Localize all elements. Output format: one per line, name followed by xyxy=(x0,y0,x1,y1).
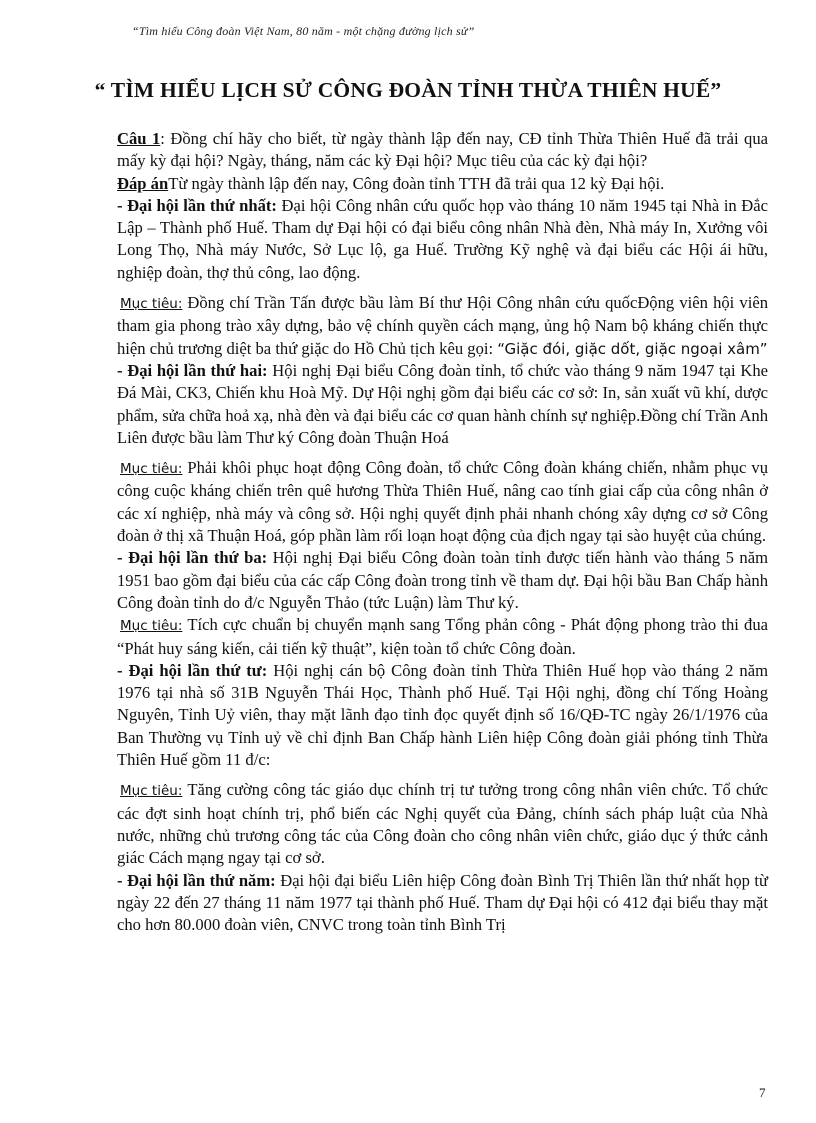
objective-label: Mục tiêu: xyxy=(120,783,183,800)
answer-text: Từ ngày thành lập đến nay, Công đoàn tỉnh TTH đã trải qua 12 kỳ Đại hội. xyxy=(168,173,665,193)
congress-label: - Đại hội lần thứ năm: xyxy=(117,870,276,890)
congress-text: Hội nghị Đại biểu Công đoàn tỉnh, tổ chức vào tháng 9 năm 1947 tại Khe Đá Mài, CK3, Chiến khu Hoà Mỹ. Dự Hội nghị gồm đại biểu các cơ sở: In, sản xuất vũ khí, dược phẩm, sửa chữa hoả xạ, nhà đèn và đại biểu các cơ quan hành chính sự nghiệp.Đồng chí Trần Anh Liên được bầu làm Thư ký Công đoàn Thuận Hoá xyxy=(117,360,768,447)
question-label: Câu 1 xyxy=(117,129,161,148)
question-paragraph xyxy=(117,128,768,173)
congress-label: - Đại hội lần thứ hai: xyxy=(117,360,268,380)
objective-paragraph xyxy=(117,457,768,547)
objective-text: Đồng chí Trần Tấn được bầu làm Bí thư Hội Công nhân cứu quốcĐộng viên hội viên tham gia phong trào xây dựng, bảo vệ chính quyền cách mạng, ủng hộ Nam bộ kháng chiến thực hiện chủ trương diệt ba thứ giặc do Hồ Chủ tịch kêu gọi: xyxy=(117,293,768,358)
objective-text: Tăng cường công tác giáo dục chính trị tư tưởng trong công nhân viên chức. Tổ chức các đợt sinh hoạt chính trị, phổ biến các Nghị quyết của Đảng, chính sách pháp luật của Nhà nước, những chủ trương công tác của Công đoàn cho công nhân viên chức, giáo dục ý thức cảnh giác Cách mạng ngay tại cơ sở. xyxy=(117,780,768,868)
congress-paragraph xyxy=(117,547,768,614)
congress-text: Đại hội Công nhân cứu quốc họp vào tháng 10 năm 1945 tại Nhà in Đắc Lập – Thành phố Huế. Tham dự Đại hội có đại biểu công nhân Nhà đèn, Nhà máy In, Xưởng vôi Long Thọ, Nhà máy Nước, Sở Lục lộ, ga Huế. Trường Kỹ nghệ và đại biểu các Hội ái hữu, nghiệp đoàn, thợ thủ công, lao động. xyxy=(117,195,768,282)
objective-label: Mục tiêu: xyxy=(120,461,183,478)
page-number: 7 xyxy=(759,1085,766,1100)
congress-paragraph xyxy=(117,660,768,771)
objective-paragraph xyxy=(117,292,768,360)
answer-paragraph xyxy=(117,173,768,195)
congress-text: Đại hội đại biểu Liên hiệp Công đoàn Bình Trị Thiên lần thứ nhất họp từ ngày 22 đến 27 tháng 11 năm 1977 tại thành phố Huế. Tham dự Đại hội có 412 đại biểu thay mặt cho hơn 80.000 đoàn viên, CNVC trong toàn tỉnh Bình Trị xyxy=(117,870,768,935)
objective-label: Mục tiêu: xyxy=(120,296,183,313)
congress-label: - Đại hội lần thứ nhất: xyxy=(117,195,277,215)
objective-text: Tích cực chuẩn bị chuyển mạnh sang Tổng phản công - Phát động phong trào thi đua “Phát huy sáng kiến, cải tiến kỹ thuật”, kiện toàn tổ chức Công đoàn. xyxy=(117,615,768,658)
objective-label: Mục tiêu: xyxy=(120,618,183,635)
objective-quote: “Giặc đói, giặc dốt, giặc ngoại xâm” xyxy=(497,339,768,358)
congress-label: - Đại hội lần thứ tư: xyxy=(117,660,268,680)
congress-paragraph xyxy=(117,360,768,449)
objective-paragraph xyxy=(117,614,768,660)
congress-text: Hội nghị cán bộ Công đoàn tỉnh Thừa Thiên Huế họp vào tháng 2 năm 1976 tại nhà số 31B Nguyễn Thái Học, Thành phố Huế. Tại Hội nghị, đồng chí Tống Hoàng Nguyên, Tỉnh Uỷ viên, thay mặt lãnh đạo tỉnh đọc quyết định số 16/QĐ-TC ngày 26/1/1976 của Ban Thường vụ Tỉnh uỷ về chỉ định Ban Chấp hành Liên hiệp Công đoàn giải phóng tỉnh Thừa Thiên Huế gồm 11 đ/c: xyxy=(117,660,768,770)
running-header: “Tìm hiểu Công đoàn Việt Nam, 80 năm - một chặng đường lịch sử” xyxy=(132,24,475,38)
congress-paragraph xyxy=(117,195,768,284)
answer-label: Đáp án xyxy=(117,173,169,193)
page-title: “ TÌM HIỂU LỊCH SỬ CÔNG ĐOÀN TỈNH THỪA THIÊN HUẾ” xyxy=(94,78,722,102)
document-body xyxy=(117,128,768,936)
objective-text: Phải khôi phục hoạt động Công đoàn, tổ chức Công đoàn kháng chiến, nhằm phục vụ công cuộc kháng chiến trên quê hương Thừa Thiên Huế, nâng cao tính giai cấp của công nhân ở các xí nghiệp, nhà máy và công sở. Hội nghị quyết định phải nhanh chóng xây dựng cơ sở Công đoàn ở thị xã Thuận Hoá, góp phần làm rối loạn hoạt động của địch ngay tại sào huyệt của chúng. xyxy=(117,458,768,546)
objective-paragraph xyxy=(117,779,768,869)
question-text: : Đồng chí hãy cho biết, từ ngày thành lập đến nay, CĐ tỉnh Thừa Thiên Huế đã trải qua mấy kỳ đại hội? Ngày, tháng, năm các kỳ Đại hội? Mục tiêu của các kỳ đại hội? xyxy=(117,129,768,171)
congress-text: Hội nghị Đại biểu Công đoàn toàn tỉnh được tiến hành vào tháng 5 năm 1951 bao gồm đại biểu của các cấp Công đoàn trong tỉnh về tham dự. Đại hội bầu Ban Chấp hành Công đoàn tỉnh do đ/c Nguyễn Thảo (tức Luận) làm Thư ký. xyxy=(117,548,768,612)
congress-paragraph xyxy=(117,870,768,937)
congress-label: - Đại hội lần thứ ba: xyxy=(117,548,268,568)
